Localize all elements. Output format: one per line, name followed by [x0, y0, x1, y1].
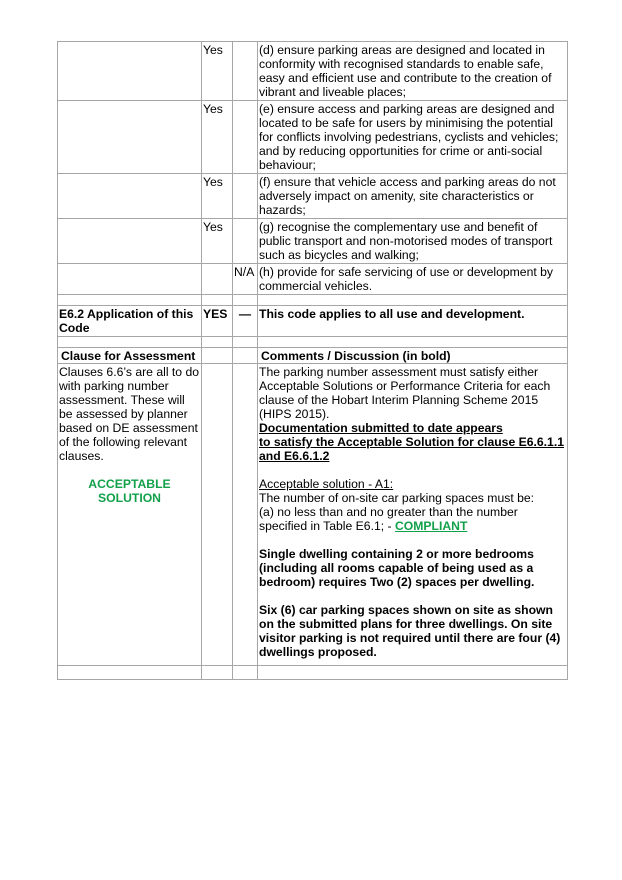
response-cell	[202, 264, 233, 295]
documentation-line1: Documentation submitted to date appears	[259, 421, 503, 435]
table-row	[58, 101, 568, 174]
na-cell: N/A	[233, 264, 258, 295]
objective-cell: (e) ensure access and parking areas are designed and located to be safe for users by minimising the potential for conflicts involving pedestrians, cyclists and vehicles; and by reducing opportunities for crime or anti-social behaviour;	[258, 101, 568, 174]
clause-cell	[58, 364, 202, 666]
clause-text: Clauses 6.6’s are all to do with parking number assessment. These will be assessed by planner based on DE assessment of the following relevant clauses.	[59, 365, 200, 463]
objective-cell: (g) recognise the complementary use and benefit of public transport and non-motorised modes of transport such as bicycles and walking;	[258, 219, 568, 264]
response-cell: Yes	[202, 42, 233, 101]
response-cell: Yes	[202, 101, 233, 174]
application-dash: —	[233, 306, 258, 337]
acceptable-solution-label: ACCEPTABLE SOLUTION	[88, 477, 171, 505]
table-cell	[58, 42, 202, 101]
table-row	[58, 42, 568, 101]
clause-header: Clause for Assessment	[58, 348, 202, 364]
a1-heading: Acceptable solution - A1:	[259, 477, 394, 491]
a1-clause-a-text: (a) no less than and no greater than the number specified in Table E6.1; -	[259, 505, 518, 533]
spacer-row	[58, 295, 568, 306]
na-cell	[233, 101, 258, 174]
table-row	[58, 264, 568, 295]
table-cell	[58, 101, 202, 174]
response-cell: Yes	[202, 174, 233, 219]
application-row	[58, 306, 568, 337]
table-row	[58, 219, 568, 264]
objective-cell: (f) ensure that vehicle access and parking areas do not adversely impact on amenity, site characteristics or hazards;	[258, 174, 568, 219]
na-cell	[233, 174, 258, 219]
comments-cell	[258, 364, 568, 666]
assessment-table	[57, 41, 568, 680]
assessment-row	[58, 364, 568, 666]
empty-row	[58, 666, 568, 680]
na-cell	[233, 42, 258, 101]
objective-cell: (h) provide for safe servicing of use or development by commercial vehicles.	[258, 264, 568, 295]
spacer-row	[58, 337, 568, 348]
na-cell	[233, 219, 258, 264]
documentation-line2: to satisfy the Acceptable Solution for clause E6.6.1.1 and E6.6.1.2	[259, 435, 565, 463]
objective-cell: (d) ensure parking areas are designed and located in conformity with recognised standards to enable safe, easy and efficient use and contribute to the creation of vibrant and liveable places;	[258, 42, 568, 101]
table-cell	[58, 219, 202, 264]
parking-provision: Six (6) car parking spaces shown on site as shown on the submitted plans for three dwellings. On site visitor parking is not required until there are four (4) dwellings proposed.	[259, 603, 561, 659]
application-label: E6.2 Application of this Code	[58, 306, 202, 337]
bedroom-requirement: Single dwelling containing 2 or more bedrooms (including all rooms capable of being used as a bedroom) requires Two (2) spaces per dwelling.	[259, 547, 535, 589]
a1-requirement: The number of on-site car parking spaces must be:	[259, 491, 535, 505]
application-response: YES	[202, 306, 233, 337]
a1-clause-a	[259, 505, 566, 533]
application-text: This code applies to all use and development.	[258, 306, 568, 337]
compliant-label: COMPLIANT	[394, 519, 468, 533]
response-cell: Yes	[202, 219, 233, 264]
table-cell	[58, 264, 202, 295]
intro-paragraph: The parking number assessment must satisfy either Acceptable Solutions or Performance Criteria for each clause of the Hobart Interim Planning Scheme 2015 (HIPS 2015).	[259, 365, 551, 421]
comments-header: Comments / Discussion (in bold)	[258, 348, 568, 364]
table-cell	[58, 174, 202, 219]
table-row	[58, 174, 568, 219]
header-row	[58, 348, 568, 364]
